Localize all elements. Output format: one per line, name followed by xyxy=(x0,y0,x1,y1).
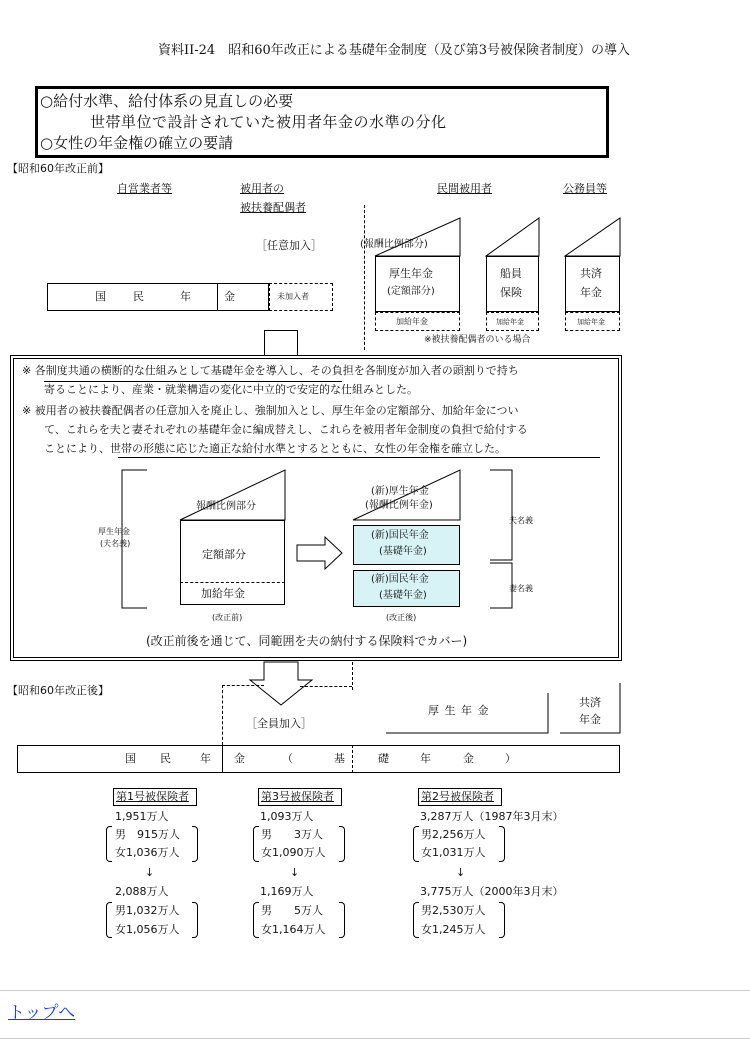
kiso-char-8: 年 xyxy=(420,752,431,765)
g1-female-2000: 女1,056万人 xyxy=(115,923,180,936)
g2-male-1987: 男2,256万人 xyxy=(421,828,486,841)
voluntary-label: ［任意加入］ xyxy=(256,239,322,252)
footer-divider xyxy=(0,990,750,991)
g3-bracket-l-1987 xyxy=(253,826,259,862)
husband-label: 夫名義 xyxy=(509,516,533,525)
left-label-line1: 厚生年金 xyxy=(98,527,130,536)
note-spouse: ※被扶養配偶者のいる場合 xyxy=(424,335,531,345)
after-heading: 【昭和60年改正後】 xyxy=(7,684,109,697)
g3-arrow: ↓ xyxy=(290,866,300,879)
g1-bracket-l-2000 xyxy=(106,902,112,938)
g3-male-1987: 男 3万人 xyxy=(261,828,323,841)
kokumin-char-4: 金 xyxy=(224,290,235,303)
kyosai-line1: 共済 xyxy=(580,267,602,280)
purpose-line-1: ○給付水準、給付体系の見直しの必要 xyxy=(40,92,294,110)
kyosai-line2: 年金 xyxy=(580,286,602,299)
g1-bracket-r-2000 xyxy=(192,902,198,938)
kiso-char-2: 民 xyxy=(160,752,171,765)
g1-total-1987: 1,951万人 xyxy=(115,810,169,823)
g1-title: 第1号被保険者 xyxy=(116,790,189,803)
before-heading: 【昭和60年改正前】 xyxy=(7,162,109,175)
reform-p1-line2: 寄ることにより、産業・就業構造の変化に中立的で安定的な仕組みとした。 xyxy=(44,383,418,396)
wife-label: 妻名義 xyxy=(509,584,533,593)
new-kokumin1-line1: (新)国民年金 xyxy=(371,530,429,541)
kiso-char-9: 金 xyxy=(463,752,474,765)
after-kosei-label: 厚 生 年 金 xyxy=(428,704,490,717)
kakyu-label-2: 加給年金 xyxy=(496,318,524,326)
reform-p2-line3: ことにより、世帯の形態に応じた適正な給付水準とするとともに、女性の年金権を確立した。 xyxy=(44,442,506,455)
g1-total-2000: 2,088万人 xyxy=(115,885,169,898)
kiso-char-5: （ xyxy=(282,752,293,765)
g3-female-2000: 女1,164万人 xyxy=(261,923,326,936)
g1-female-1987: 女1,036万人 xyxy=(115,846,180,859)
g2-arrow: ↓ xyxy=(456,866,466,879)
kakyu-label-3: 加給年金 xyxy=(577,318,605,326)
g1-male-1987: 男 915万人 xyxy=(115,828,180,841)
kiso-char-1: 国 xyxy=(125,752,136,765)
coverage-note: (改正前後を通じて、同範囲を夫の納付する保険料でカバー) xyxy=(146,634,468,648)
after-kyosai-line2: 年金 xyxy=(579,713,601,726)
g3-bracket-l-2000 xyxy=(253,902,259,938)
g2-female-2000: 女1,245万人 xyxy=(421,923,486,936)
all-enroll-label: ［全員加入］ xyxy=(246,717,312,730)
g1-bracket-r-1987 xyxy=(192,826,198,862)
kiso-char-6: 基 xyxy=(334,752,345,765)
kiso-divider-2 xyxy=(352,745,353,773)
kiso-char-4: 金 xyxy=(234,752,245,765)
top-link[interactable]: トップへ xyxy=(8,1003,76,1023)
kosei-line1: 厚生年金 xyxy=(389,267,433,280)
g2-bracket-l-1987 xyxy=(413,826,419,862)
reform-p1-line1: ※ 各制度共通の横断的な仕組みとして基礎年金を導入し、その負担を各制度が加入者の頭割りで持ち xyxy=(22,364,519,377)
kiso-char-3: 年 xyxy=(200,752,211,765)
senin-line2: 保険 xyxy=(500,286,522,299)
kakyu-label-1: 加給年金 xyxy=(396,317,428,326)
g3-male-2000: 男 5万人 xyxy=(261,904,323,917)
new-kokumin1-line2: (基礎年金) xyxy=(379,546,427,557)
g2-total-1987: 3,287万人（1987年3月末） xyxy=(420,810,564,823)
col-private-employee: 民間被用者 xyxy=(437,182,492,195)
after-reform-label: (改正後) xyxy=(386,613,417,622)
g3-title: 第3号被保険者 xyxy=(261,790,334,803)
kakyu-reform-label: 加給年金 xyxy=(201,587,245,600)
senin-line1: 船員 xyxy=(500,267,522,280)
g1-male-2000: 男1,032万人 xyxy=(115,904,180,917)
col-spouse-line2: 被扶養配偶者 xyxy=(240,201,306,214)
document-title: 資料II-24 昭和60年改正による基礎年金制度（及び第3号被保険者制度）の導入 xyxy=(158,43,631,58)
g1-bracket-l-1987 xyxy=(106,826,112,862)
left-label-line2: (夫名義) xyxy=(100,539,131,548)
flat-part-label: 定額部分 xyxy=(202,548,246,561)
kokumin-char-3: 年 xyxy=(180,290,191,303)
g3-total-1987: 1,093万人 xyxy=(260,810,314,823)
new-kokumin2-line2: (基礎年金) xyxy=(379,590,427,601)
col-public-employee: 公務員等 xyxy=(563,182,607,195)
after-kyosai-line1: 共済 xyxy=(579,696,601,709)
earnings-part-label: 報酬比例部分 xyxy=(196,501,256,512)
purpose-line-2: 世帯単位で設計されていた被用者年金の水準の分化 xyxy=(90,113,447,131)
g2-male-2000: 男2,530万人 xyxy=(421,904,486,917)
purpose-line-3: ○女性の年金権の確立の要請 xyxy=(40,134,234,152)
g2-bracket-l-2000 xyxy=(413,902,419,938)
col-spouse-line1: 被用者の xyxy=(240,182,284,195)
kokumin-char-2: 民 xyxy=(133,290,144,303)
before-reform-label: (改正前) xyxy=(212,613,243,622)
new-kokumin2-line1: (新)国民年金 xyxy=(371,574,429,585)
new-kosei-line2: (報酬比例年金) xyxy=(365,500,433,511)
g2-bracket-r-2000 xyxy=(499,902,505,938)
g2-female-1987: 女1,031万人 xyxy=(421,846,486,859)
kiso-divider-1 xyxy=(222,745,223,773)
earnings-related-label: (報酬比例部分) xyxy=(360,239,428,250)
kokumin-char-1: 国 xyxy=(95,290,106,303)
g1-arrow: ↓ xyxy=(145,866,155,879)
g2-total-2000: 3,775万人（2000年3月末） xyxy=(420,885,564,898)
g2-bracket-r-1987 xyxy=(499,826,505,862)
kiso-char-10: ） xyxy=(505,752,516,765)
g2-title: 第2号被保険者 xyxy=(421,790,494,803)
reform-p2-line1: ※ 被用者の被扶養配偶者の任意加入を廃止し、強制加入とし、厚生年金の定額部分、加給年金につい xyxy=(22,404,519,417)
g3-total-2000: 1,169万人 xyxy=(260,885,314,898)
g3-bracket-r-2000 xyxy=(339,902,345,938)
not-enrolled-label: 未加入者 xyxy=(277,292,309,301)
kiso-char-7: 礎 xyxy=(378,752,389,765)
col-self-employed: 自営業者等 xyxy=(117,182,172,195)
reform-p2-line2: て、これらを夫と妻それぞれの基礎年金に編成替えし、これらを被用者年金制度の負担で給付する xyxy=(44,423,528,436)
new-kosei-line1: (新)厚生年金 xyxy=(371,486,429,497)
kiso-nenkin-bar xyxy=(17,745,620,773)
g3-female-1987: 女1,090万人 xyxy=(261,846,326,859)
g3-bracket-r-1987 xyxy=(339,826,345,862)
kosei-line2: (定額部分) xyxy=(387,286,435,297)
